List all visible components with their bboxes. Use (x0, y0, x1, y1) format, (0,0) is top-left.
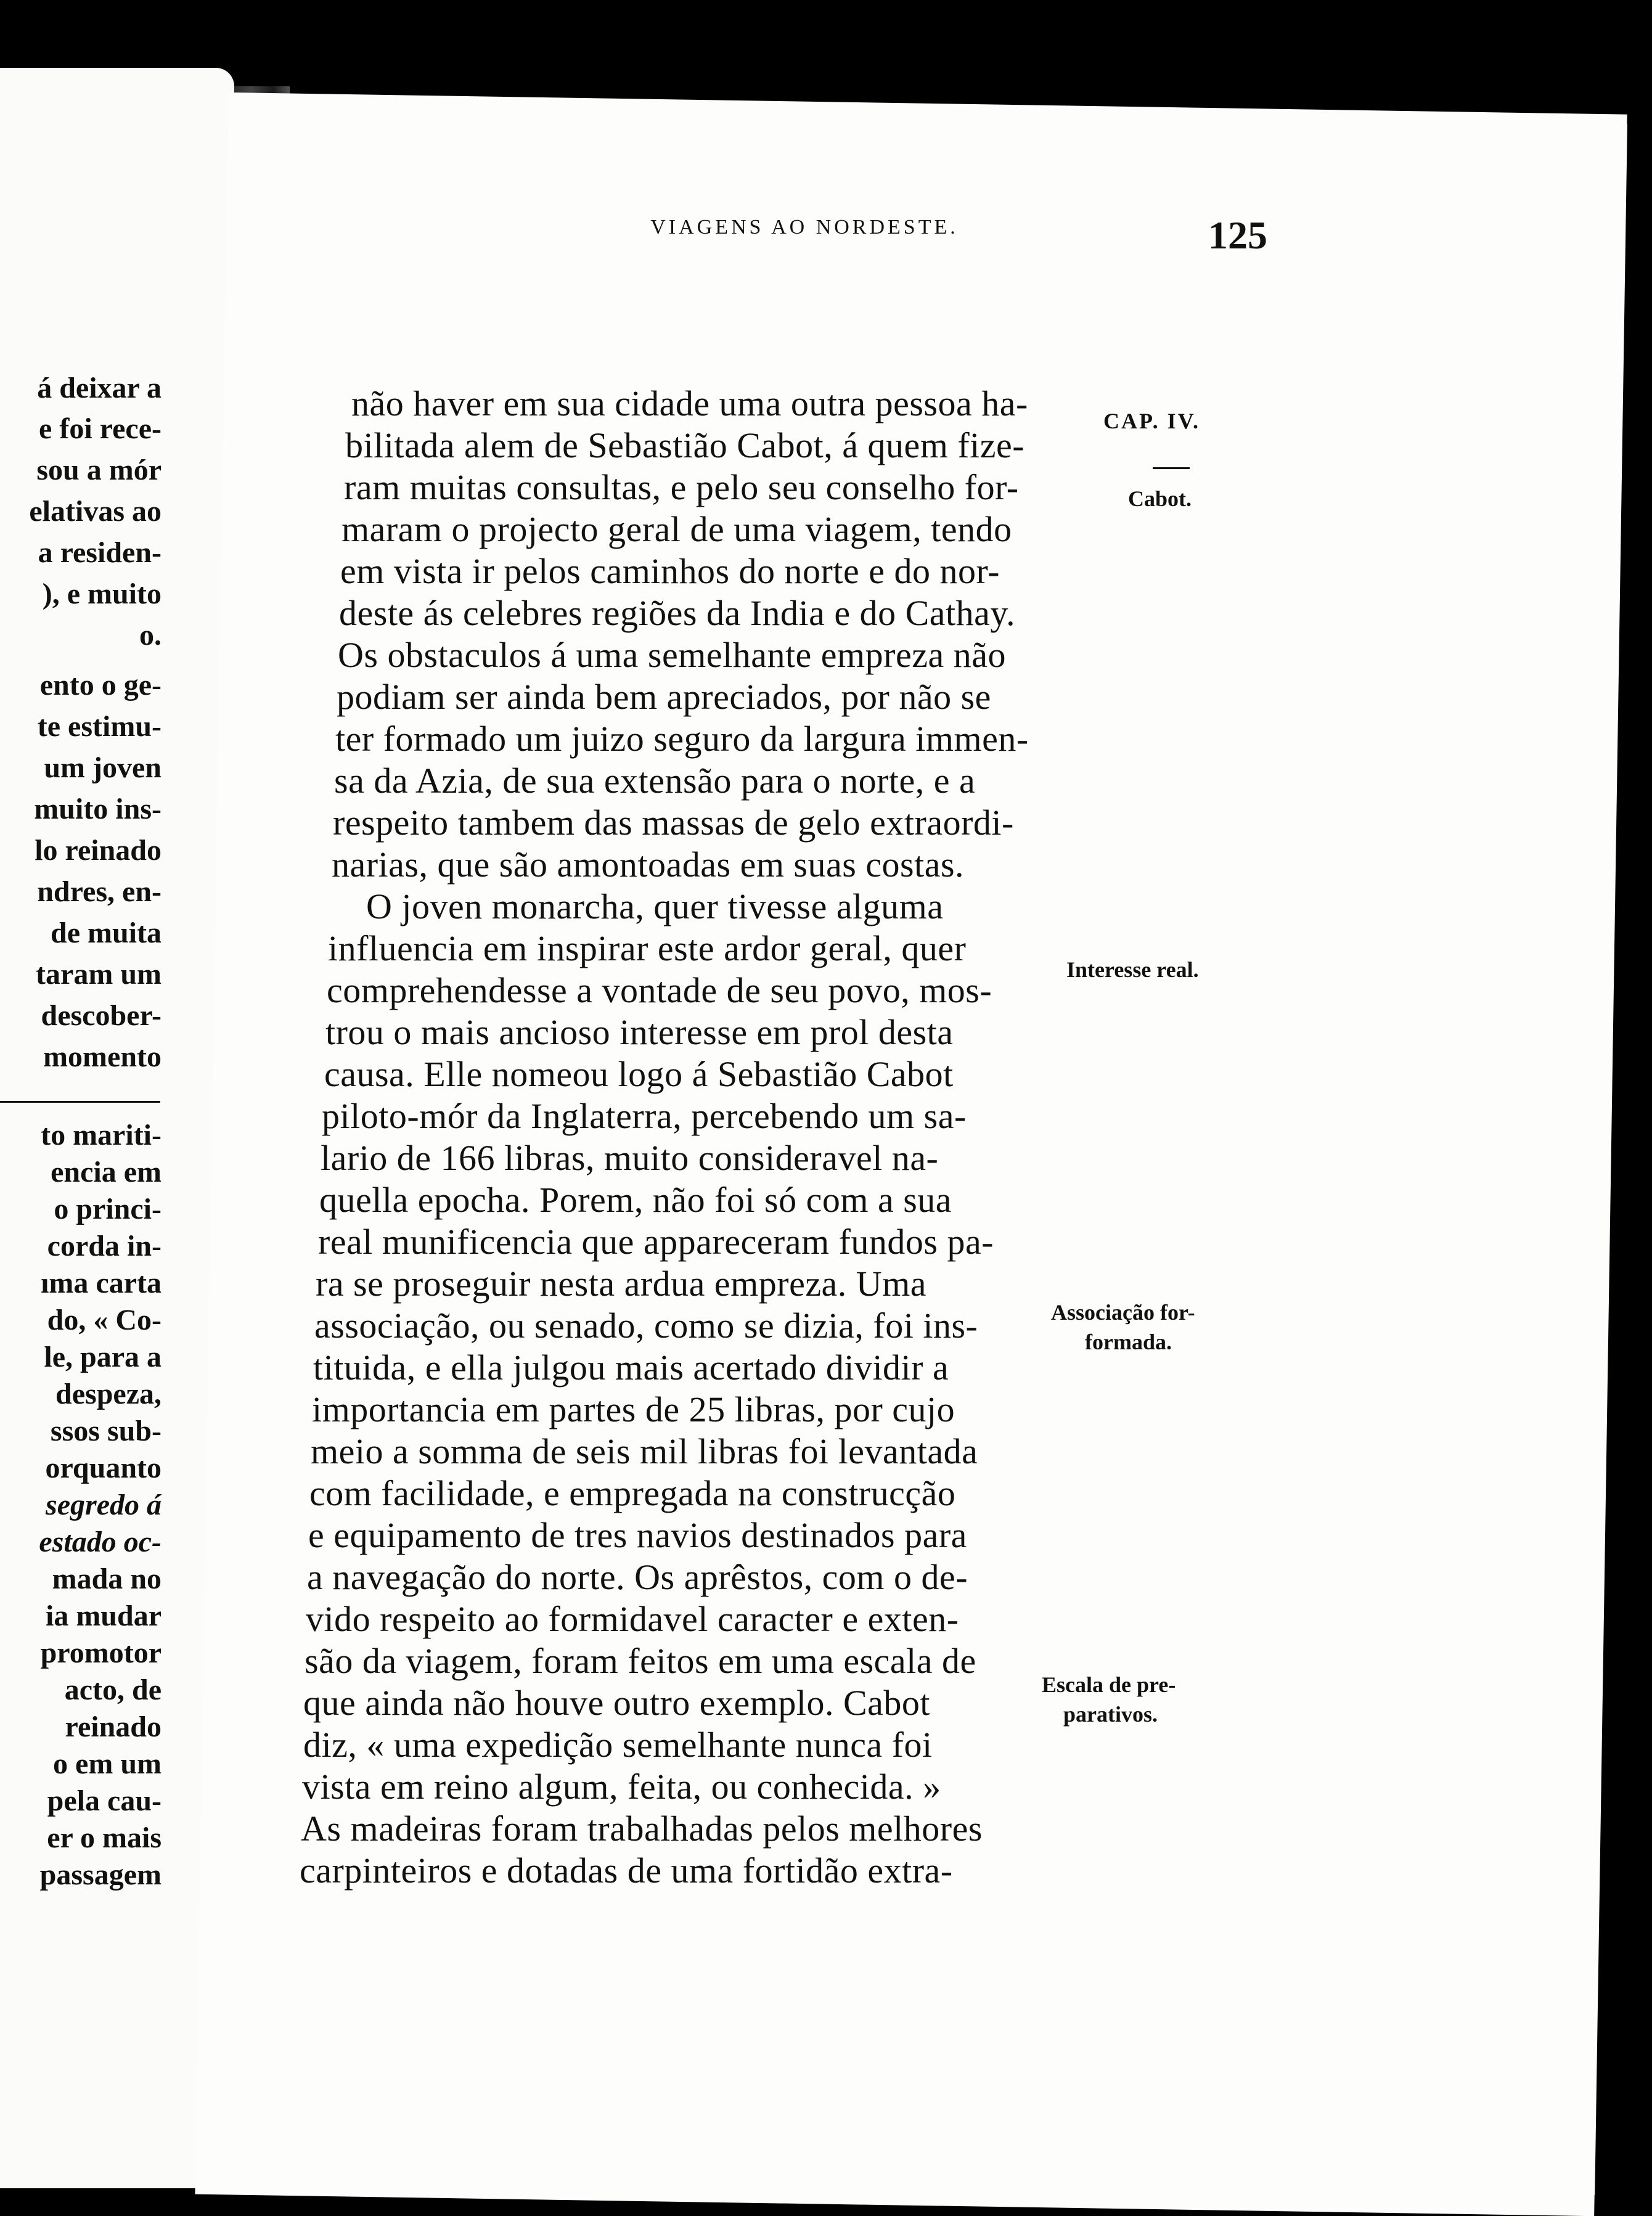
left-line: mada no (52, 1563, 162, 1595)
left-page-divider (0, 1101, 160, 1103)
margin-dash (1153, 467, 1190, 469)
left-line: elativas ao (29, 495, 162, 528)
left-line: promotor (40, 1637, 162, 1669)
text-line: maram o projecto geral de uma viagem, tendo (341, 509, 1012, 549)
text-line: não haver em sua cidade uma outra pessoa ha- (351, 383, 1028, 423)
associacao-margin-note-cont: formada. (1085, 1330, 1172, 1354)
text-line: que ainda não houve outro exemplo. Cabot (303, 1683, 931, 1723)
left-line: o em um (53, 1748, 162, 1780)
left-line: taram um (36, 958, 162, 991)
text-line: comprehendesse a vontade de seu povo, mos- (327, 970, 992, 1010)
text-line: ter formado um juizo seguro da largura immen- (335, 719, 1029, 759)
left-line: a residen- (38, 536, 162, 569)
left-line: momento (43, 1041, 162, 1073)
text-line: lario de 166 libras, muito consideravel na- (321, 1138, 939, 1178)
text-line: diz, « uma expedição semelhante nunca foi (303, 1725, 933, 1765)
left-line: corda in- (47, 1230, 162, 1262)
left-line: segredo á (46, 1489, 162, 1521)
left-line: um joven (44, 751, 162, 784)
left-line: do, « Co- (47, 1304, 162, 1336)
escala-margin-note: Escala de pre- (1042, 1672, 1176, 1697)
text-line: Os obstaculos á uma semelhante empreza não (338, 635, 1006, 675)
left-line: passagem (39, 1858, 162, 1891)
left-line: descober- (41, 999, 162, 1032)
left-line: ndres, en- (37, 875, 162, 908)
left-line: ssos sub- (50, 1415, 162, 1447)
text-line: em vista ir pelos caminhos do norte e do nor- (340, 551, 1000, 591)
text-line: O joven monarcha, quer tivesse alguma (366, 886, 944, 926)
left-line: encia em (51, 1156, 162, 1188)
page-number: 125 (1208, 213, 1267, 257)
left-line: te estimu- (37, 710, 162, 743)
left-line: muito ins- (34, 793, 162, 825)
text-line: quella epocha. Porem, não foi só com a sua (319, 1180, 952, 1220)
text-line: a navegação do norte. Os aprêstos, com o de- (307, 1557, 968, 1597)
text-line: narias, que são amontoadas em suas costas. (332, 844, 965, 885)
text-line: são da viagem, foram feitos em uma escala de (305, 1641, 976, 1681)
associacao-margin-note: Associação for- (1051, 1300, 1195, 1325)
text-line: tituida, e ella julgou mais acertado dividir a (313, 1347, 949, 1388)
left-line: o. (139, 619, 162, 652)
text-line: real munificencia que appareceram fundos pa- (318, 1222, 994, 1262)
escala-margin-note-cont: parativos. (1063, 1702, 1158, 1727)
left-line: de muita (51, 917, 162, 949)
left-line: estado oc- (39, 1526, 162, 1558)
left-line: despeza, (55, 1378, 162, 1410)
left-line: ia mudar (45, 1600, 162, 1632)
text-line: vista em reino algum, feita, ou conhecida. » (302, 1767, 941, 1807)
text-line: sa da Azia, de sua extensão para o norte, e a (334, 761, 976, 801)
left-line: pela cau- (47, 1785, 162, 1817)
text-line: ra se proseguir nesta ardua empreza. Uma (316, 1264, 927, 1304)
left-line: ), e muito (42, 578, 162, 610)
left-line: o princi- (54, 1193, 162, 1225)
left-line: ento o ge- (39, 669, 162, 701)
running-header: VIAGENS AO NORDESTE. (650, 216, 959, 239)
text-line: bilitada alem de Sebastião Cabot, á quem fize- (345, 425, 1025, 465)
text-line: deste ás celebres regiões da India e do Cathay. (339, 593, 1016, 633)
text-line: respeito tambem das massas de gelo extraordi- (333, 803, 1014, 843)
text-line: carpinteiros e dotadas de uma fortidão extra- (300, 1850, 953, 1891)
left-line: e foi rece- (39, 412, 162, 445)
chapter-margin-note: CAP. IV. (1103, 409, 1201, 433)
text-line: As madeiras foram trabalhadas pelos melhores (301, 1809, 983, 1849)
text-line: influencia em inspirar este ardor geral, quer (328, 928, 967, 968)
left-line: er o mais (47, 1821, 162, 1854)
text-line: importancia em partes de 25 libras, por cujo (312, 1389, 955, 1429)
text-line: meio a somma de seis mil libras foi levantada (311, 1431, 978, 1471)
text-line: associação, ou senado, como se dizia, foi ins- (314, 1306, 978, 1346)
text-line: ram muitas consultas, e pelo seu conselho for- (344, 467, 1019, 507)
left-line: lo reinado (35, 834, 162, 867)
left-line: acto, de (64, 1674, 162, 1706)
text-line: vido respeito ao formidavel caracter e exten- (306, 1599, 959, 1639)
text-line: causa. Elle nomeou logo á Sebastião Cabot (324, 1054, 954, 1094)
left-line: to mariti- (41, 1119, 162, 1151)
left-line: le, para a (44, 1341, 162, 1373)
left-line: orquanto (45, 1452, 162, 1484)
cabot-margin-note: Cabot. (1128, 486, 1192, 511)
text-line: piloto-mór da Inglaterra, percebendo um sa- (322, 1096, 967, 1136)
left-line: ıma carta (41, 1267, 162, 1299)
text-line: podiam ser ainda bem apreciados, por não se (337, 677, 991, 717)
left-line: á deixar a (37, 372, 162, 404)
text-line: e equipamento de tres navios destinados para (308, 1515, 967, 1555)
text-line: com facilidade, e empregada na construcção (309, 1473, 956, 1513)
left-line: sou a mór (36, 454, 162, 486)
interesse-margin-note: Interesse real. (1066, 957, 1199, 982)
text-line: trou o mais ancioso interesse em prol desta (325, 1012, 954, 1052)
left-line: reinado (65, 1711, 162, 1743)
